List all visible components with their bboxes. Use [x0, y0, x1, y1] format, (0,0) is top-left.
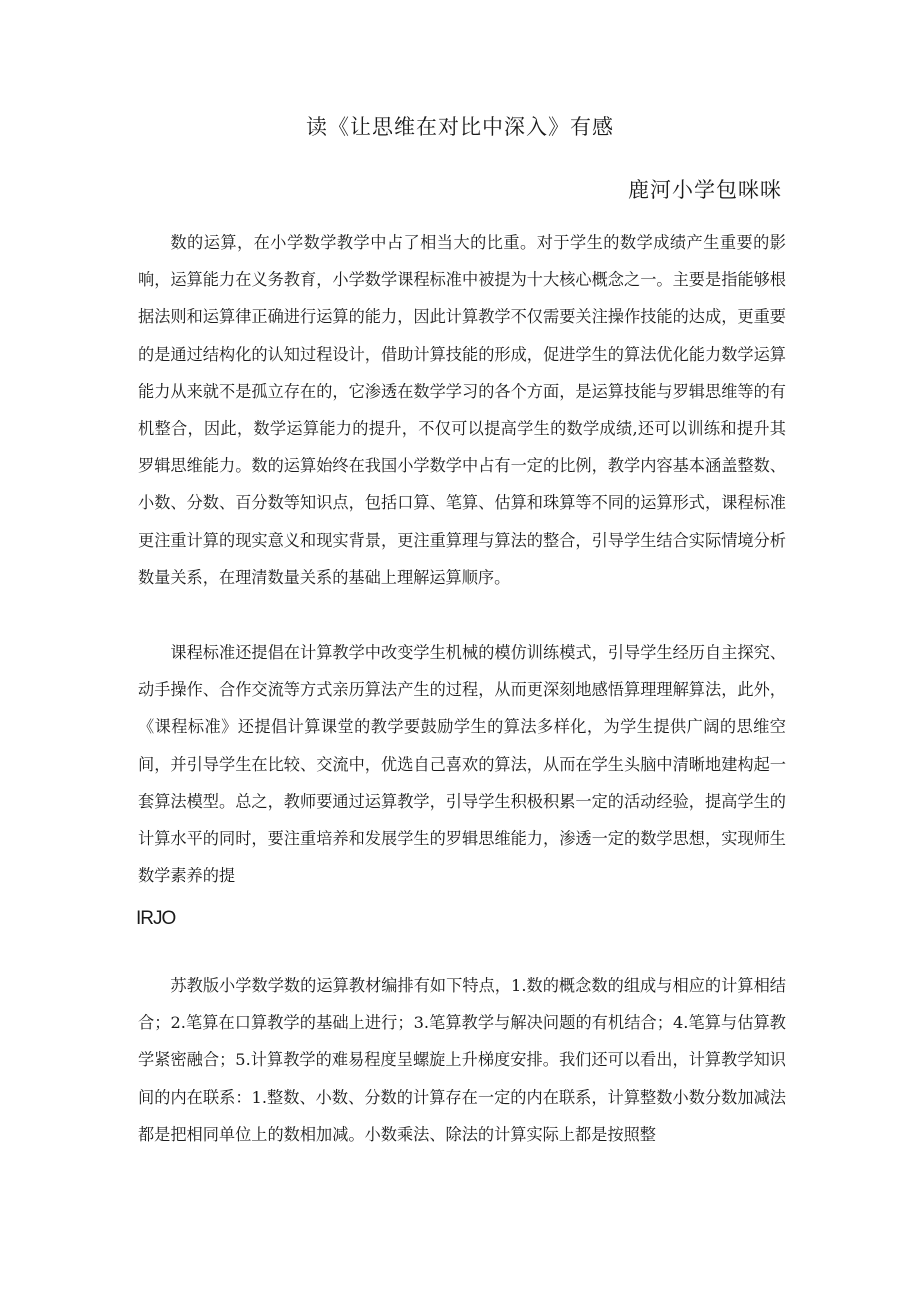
paragraph-3: 苏教版小学数学数的运算教材编排有如下特点，1.数的概念数的组成与相应的计算相结合；2.笔算在口算教学的基础上进行；3.笔算教学与解决问题的有机结合；4.笔算与估算教学紧密融合；5.计算教学的难易程度呈螺旋上升梯度安排。我们还可以看出，计算教学知识间的内在联系：1.整数、小数、分数的计算存在一定的内在联系，计算整数小数分数加减法都是把相同单位上的数相加减。小数乘法、除法的计算实际上都是按照整 — [138, 976, 786, 1144]
paragraph-2: 课程标准还提倡在计算教学中改变学生机械的模仿训练模式，引导学生经历自主探究、动手操作、合作交流等方式亲历算法产生的过程，从而更深刻地感悟算理理解算法，此外，《课程标准》还提倡计算课堂的教学要鼓励学生的算法多样化，为学生提供广阔的思维空间，并引导学生在比较、交流中，优选自己喜欢的算法，从而在学生头脑中清晰地建构起一套算法模型。总之，教师要通过运算教学，引导学生积极积累一定的活动经验，提高学生的计算水平的同时，要注重培养和发展学生的罗辑思维能力，渗透一定的数学思想，实现师生数学素养的提 — [138, 643, 786, 886]
document-title: 读《让思维在对比中深入》有感 — [306, 115, 614, 139]
author-line: 鹿河小学包咪咪 — [628, 178, 782, 202]
paragraph-1: 数的运算，在小学数学教学中占了相当大的比重。对于学生的数学成绩产生重要的影响，运算能力在义务教育，小学数学课程标准中被提为十大核心概念之一。主要是指能够根据法则和运算律正确进行运算的能力，因此计算教学不仅需要关注操作技能的达成，更重要的是通过结构化的认知过程设计，借助计算技能的形成，促进学生的算法优化能力数学运算能力从来就不是孤立存在的，它渗透在数学学习的各个方面，是运算技能与罗辑思维等的有机整合，因此，数学运算能力的提升，不仅可以提高学生的数学成绩,还可以训练和提升其罗辑思维能力。数的运算始终在我国小学数学中占有一定的比例，教学内容基本涵盖整数、小数、分数、百分数等知识点，包括口算、笔算、估算和珠算等不同的运算形式，课程标准更注重计算的现实意义和现实背景，更注重算理与算法的整合，引导学生结合实际情境分析数量关系，在理清数量关系的基础上理解运算顺序。 — [138, 233, 786, 587]
garbled-text-fragment: IRJO — [136, 908, 176, 929]
